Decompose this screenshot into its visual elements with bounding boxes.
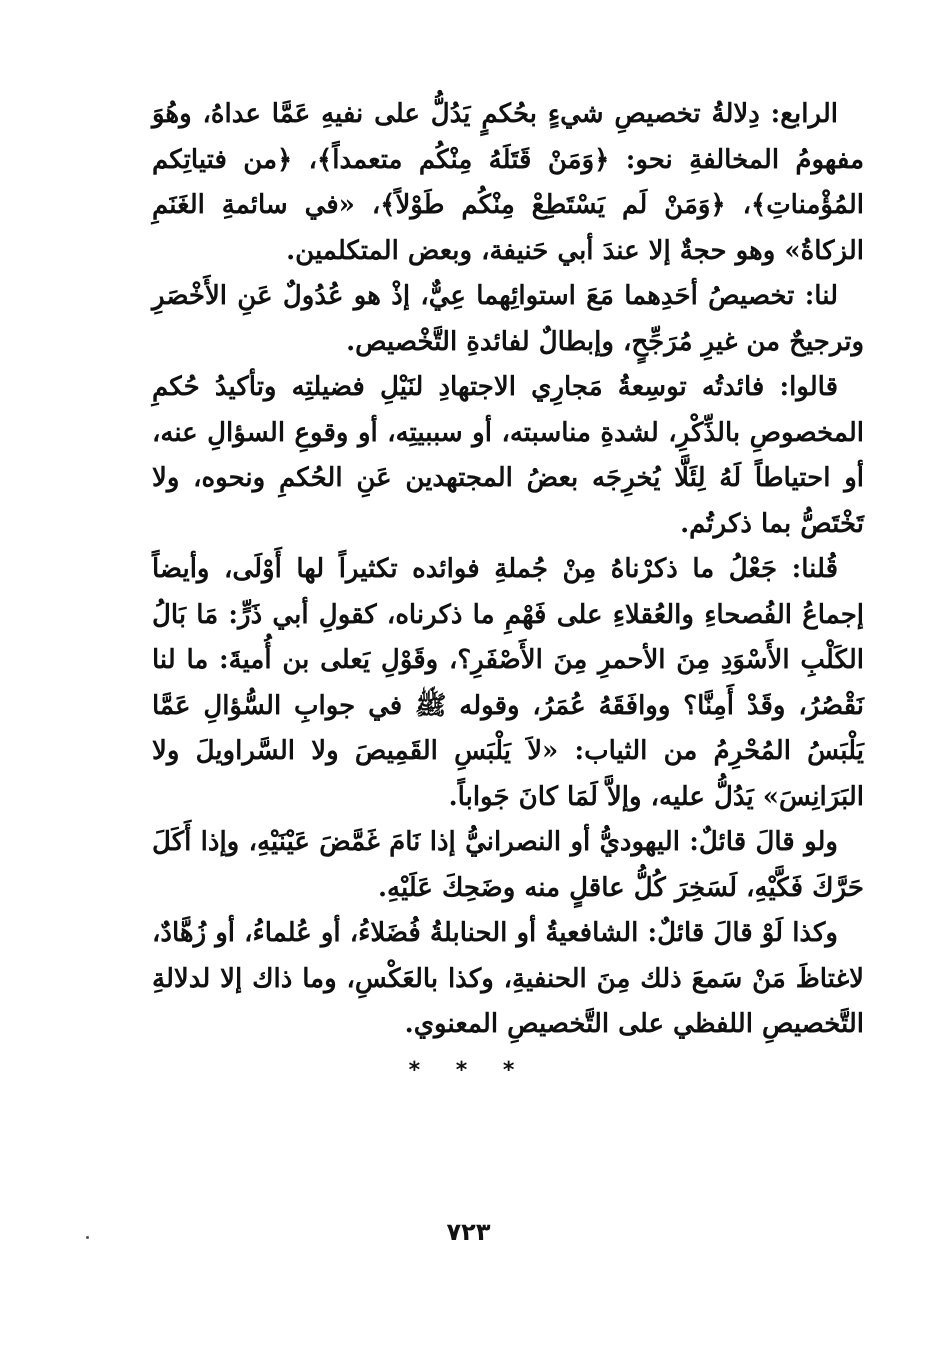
paragraph-lead: وكذا لَوْ قالَ قائلٌ: [647,918,838,948]
paragraph-lead: قُلنا: [791,554,838,584]
paragraph-lead: ولو قالَ قائلٌ: [689,827,838,857]
paragraph-text: اليهوديُّ أو النصرانيُّ إذا نَامَ غَمَّضَ عَيْنَيْهِ، وإذا أَكَلَ حَرَّكَ فَكَّيْهِ، لَسَخِرَ كُلُّ عاقلٍ منه وضَحِكَ عَلَيْهِ. [152,827,864,903]
paragraph-text: فائدتُه توسِعةُ مَجارِي الاجتهادِ لنَيْلِ فضيلتِه وتأكيدُ حُكمِ المخصوصِ بالذِّكْرِ، لشدةِ مناسبته، أو سببيتِه، أو وقوعِ السؤالِ عنه، أو احتياطاً لَهُ لِئَلَّا يُخرِجَه بعضُ المجتهدين عَنِ الحُكمِ ونحوه، ولا تَخْتَصُّ بما ذكرتُم. [152,372,864,539]
paragraph-their-argument [152,365,864,547]
paragraph-lead: الرابع: [770,99,838,129]
paragraph-example-two [152,911,864,1048]
body-text [152,92,864,1048]
paragraph-lead: قالوا: [779,372,838,402]
paragraph-example-one [152,820,864,911]
page-number: ٧٢٣ [446,1218,491,1246]
paragraph-text: جَعْلُ ما ذكرْناهُ مِنْ جُملةِ فوائده تكثيراً لها أَوْلَى، وأيضاً إجماعُ الفُصحاءِ والعُقلاءِ على فَهْمِ ما ذكرناه، كقولِ أبي ذَرٍّ: مَا بَالُ الكَلْبِ الأَسْوَدِ مِنَ الأحمرِ مِنَ الأَصْفَرِ؟، وقَوْلِ يَعلى بن أُميةَ: ما لنا نَقْصُرُ، وقَدْ أَمِنَّا؟ ووافَقَهُ عُمَرُ، وقوله ﷺ في جوابِ السُّؤالِ عَمَّا يَلْبَسُ المُحْرِمُ من الثياب: «لاَ يَلْبَسِ القَمِيصَ ولا السَّراويلَ ولا البَرَانِسَ» يَدُلُّ عليه، وإلاَّ لَمَا كانَ جَواباً. [152,554,864,812]
paragraph-our-argument [152,274,864,365]
paragraph-text: تخصيصُ أحَدِهما مَعَ استوائِهما عِيٌّ، إذْ هو عُدُولٌ عَنِ الأَخْصَرِ وترجيحٌ من غيرِ مُرَجِّحٍ، وإبطالٌ لفائدةِ التَّخْصيص. [152,281,864,357]
paragraph-fourth-point [152,92,864,274]
scan-speck [86,1236,89,1239]
paragraph-our-reply [152,547,864,820]
paragraph-lead: لنا: [804,281,838,311]
paragraph-text: الشافعيةُ أو الحنابلةُ فُضَلاءُ، أو عُلماءُ، أو زُهَّادٌ، لاغتاظَ مَنْ سَمعَ ذلك مِنَ الحنفيةِ، وكذا بالعَكْسِ، وما ذاك إلا لدلالةِ التَّخصيصِ اللفظي على التَّخصيصِ المعنوي. [152,918,864,1039]
paragraph-text: دِلالةُ تخصيصِ شيءٍ بحُكمٍ يَدُلُّ على نفيهِ عَمَّا عداهُ، وهُوَ مفهومُ المخالفةِ نحو: ﴿وَمَنْ قَتَلَهُ مِنْكُم متعمداً﴾، ﴿من فتياتِكم المُؤْمناتِ﴾، ﴿وَمَنْ لَم يَسْتَطِعْ مِنْكُم طَوْلاً﴾، «في سائمةِ الغَنَمِ الزكاةُ» وهو حجةٌ إلا عندَ أبي حَنيفة، وبعض المتكلمين. [152,99,864,266]
section-separator: * * * [408,1058,529,1083]
